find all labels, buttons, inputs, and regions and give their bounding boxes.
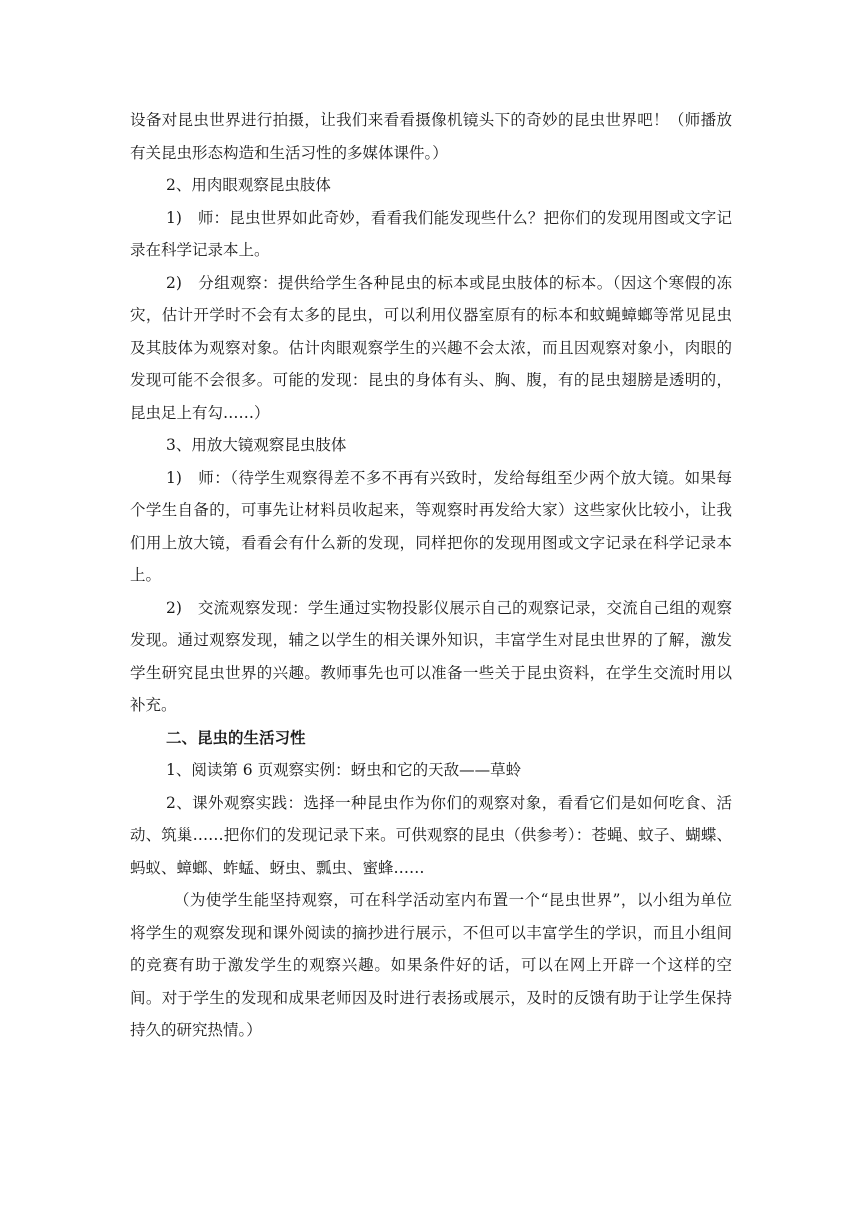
paragraph-intro-continuation: 设备对昆虫世界进行拍摄，让我们来看看摄像机镜头下的奇妙的昆虫世界吧！（师播放有关昆虫形态构造和生活习性的多媒体课件。） [130, 111, 732, 162]
paragraph-group-observation: 2) 分组观察：提供给学生各种昆虫的标本或昆虫肢体的标本。（因这个寒假的冻灾，估计开学时不会有太多的昆虫，可以利用仪器室原有的标本和蚊蝇蟑螂等常见昆虫及其肢体为观察对象。估计肉眼观察学生的兴趣不会太浓，而且因观察对象小，肉眼的发现可能不会很多。可能的发现：昆虫的身体有头、胸、腹，有的昆虫翅膀是透明的，昆虫足上有勾……） [130, 273, 732, 422]
paragraph-teacher-prompt-1: 1) 师：昆虫世界如此奇妙，看看我们能发现些什么？把你们的发现用图或文字记录在科学记录本上。 [130, 208, 732, 259]
paragraph-teacher-prompt-2: 1) 师：（待学生观察得差不多不再有兴致时，发给每组至少两个放大镜。如果每个学生自备的，可事先让材料员收起来，等观察时再发给大家）这些家伙比较小，让我们用上放大镜，看看会有什么新的发现，同样把你的发现用图或文字记录在科学记录本上。 [130, 468, 732, 584]
paragraph-reading-example: 1、阅读第 6 页观察实例：蚜虫和它的天敌——草蛉 [166, 761, 522, 779]
paragraph-outdoor-practice: 2、课外观察实践：选择一种昆虫作为你们的观察对象，看看它们是如何吃食、活动、筑巢……把你们的发现记录下来。可供观察的昆虫（供参考）：苍蝇、蚊子、蝴蝶、蚂蚁、蟑螂、蚱蜢、蚜虫、瓢虫、蜜蜂…… [130, 793, 732, 877]
section-heading-insect-habits: 二、昆虫的生活习性 [166, 727, 306, 747]
heading-magnifier-observation: 3、用放大镜观察昆虫肢体 [166, 436, 347, 454]
heading-naked-eye-observation: 2、用肉眼观察昆虫肢体 [166, 176, 331, 194]
paragraph-share-findings: 2) 交流观察发现：学生通过实物投影仪展示自己的观察记录，交流自己组的观察发现。通过观察发现，辅之以学生的相关课外知识，丰富学生对昆虫世界的了解，激发学生研究昆虫世界的兴趣。教师事先也可以准备一些关于昆虫资料，在学生交流时用以补充。 [130, 598, 732, 714]
paragraph-insect-world-note: （为使学生能坚持观察，可在科学活动室内布置一个“昆虫世界”，以小组为单位将学生的观察发现和课外阅读的摘抄进行展示，不但可以丰富学生的学识，而且小组间的竞赛有助于激发学生的观察兴趣。如果条件好的话，可以在网上开辟一个这样的空间。对于学生的发现和成果老师因及时进行表扬或展示，及时的反馈有助于让学生保持持久的研究热情。） [130, 891, 732, 1039]
document-page [130, 104, 732, 1047]
